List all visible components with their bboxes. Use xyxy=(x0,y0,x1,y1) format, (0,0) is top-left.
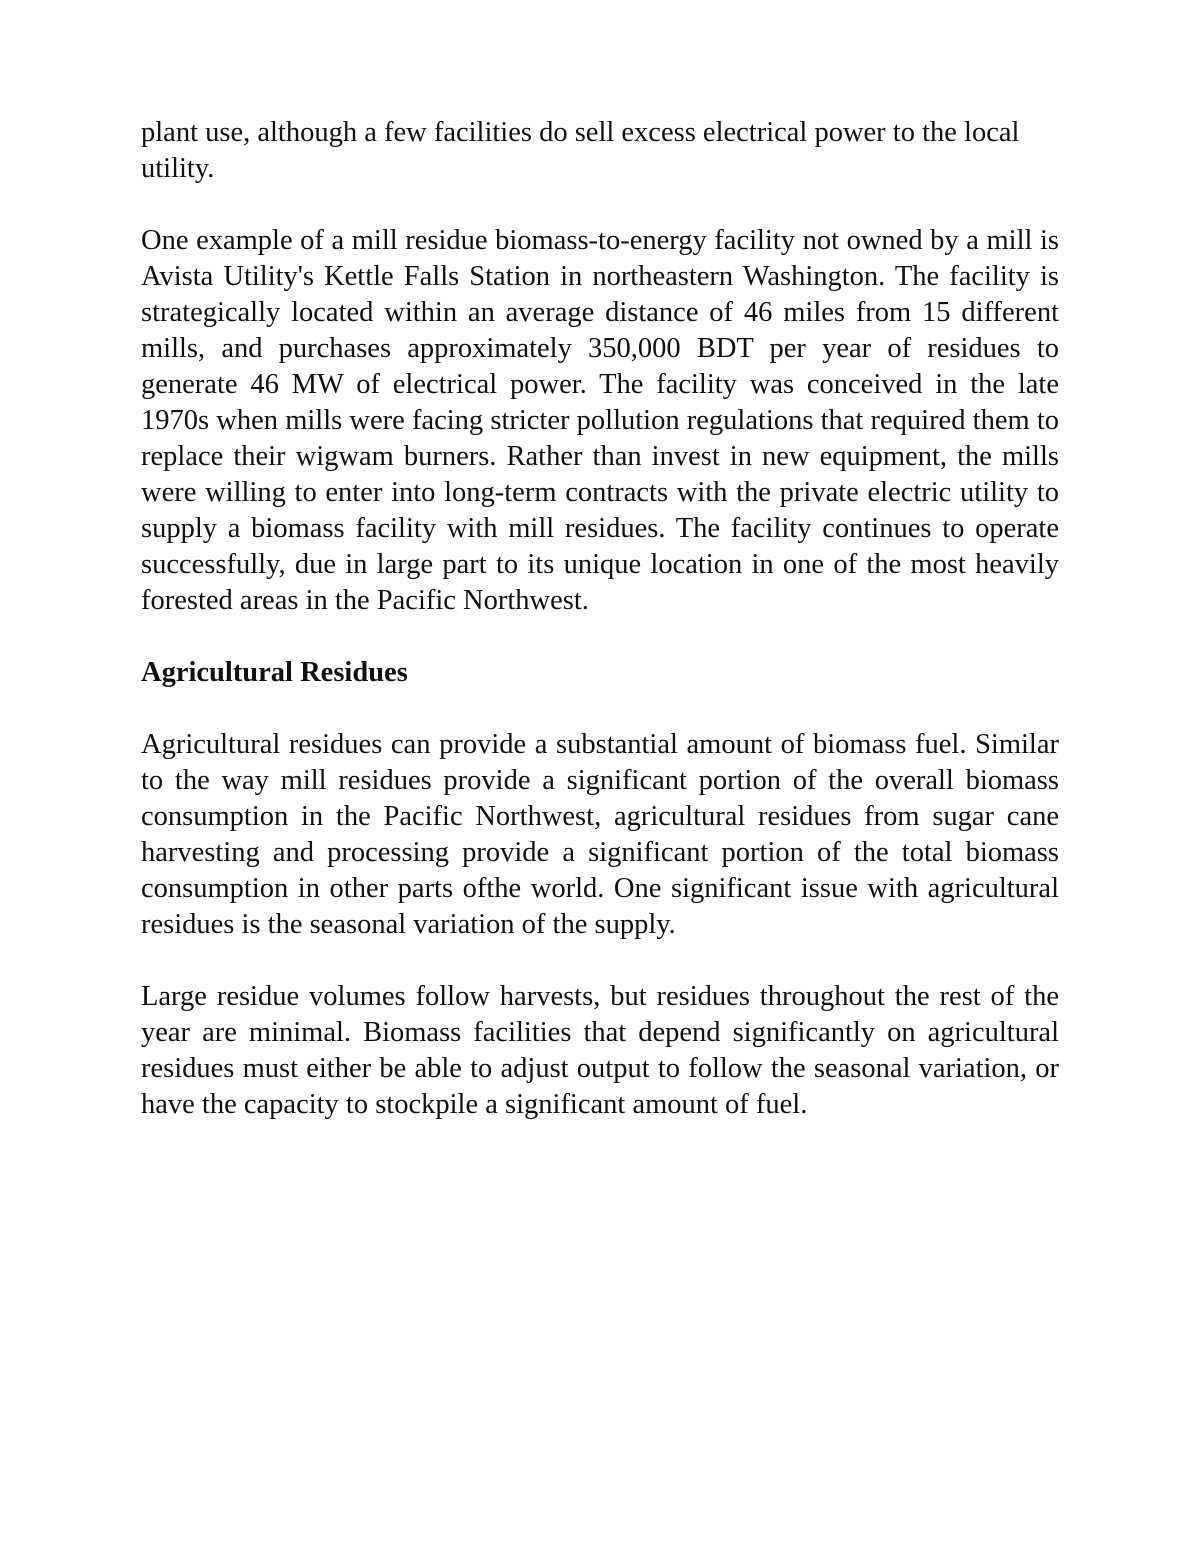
paragraph-agricultural-residues: Agricultural residues can provide a substantial amount of biomass fuel. Similar to the way mill residues provide a significant portion of the overall biomass consumption in the Pacific Northwest, agricultural residues from sugar cane harvesting and processing provide a significant portion of the total biomass consumption in other parts ofthe world. One significant issue with agricultural residues is the seasonal variation of the supply. xyxy=(141,729,1059,940)
paragraph-seasonal-variation: Large residue volumes follow harvests, but residues throughout the rest of the year are minimal. Biomass facilities that depend significantly on agricultural residues must either be able to adjust output to follow the seasonal variation, or have the capacity to stockpile a significant amount of fuel. xyxy=(141,981,1059,1120)
page-body xyxy=(141,115,1059,1159)
paragraph-plant-use: plant use, although a few facilities do sell excess electrical power to the local utility. xyxy=(141,117,1020,184)
paragraph-kettle-falls: One example of a mill residue biomass-to-energy facility not owned by a mill is Avista Utility's Kettle Falls Station in northeastern Washington. The facility is strategically located within an average distance of 46 miles from 15 different mills, and purchases approximately 350,000 BDT per year of residues to generate 46 MW of electrical power. The facility was conceived in the late 1970s when mills were facing stricter pollution regulations that required them to replace their wigwam burners. Rather than invest in new equipment, the mills were willing to enter into long-term contracts with the private electric utility to supply a biomass facility with mill residues. The facility continues to operate successfully, due in large part to its unique location in one of the most heavily forested areas in the Pacific Northwest. xyxy=(141,225,1059,616)
section-heading: Agricultural Residues xyxy=(141,657,408,688)
